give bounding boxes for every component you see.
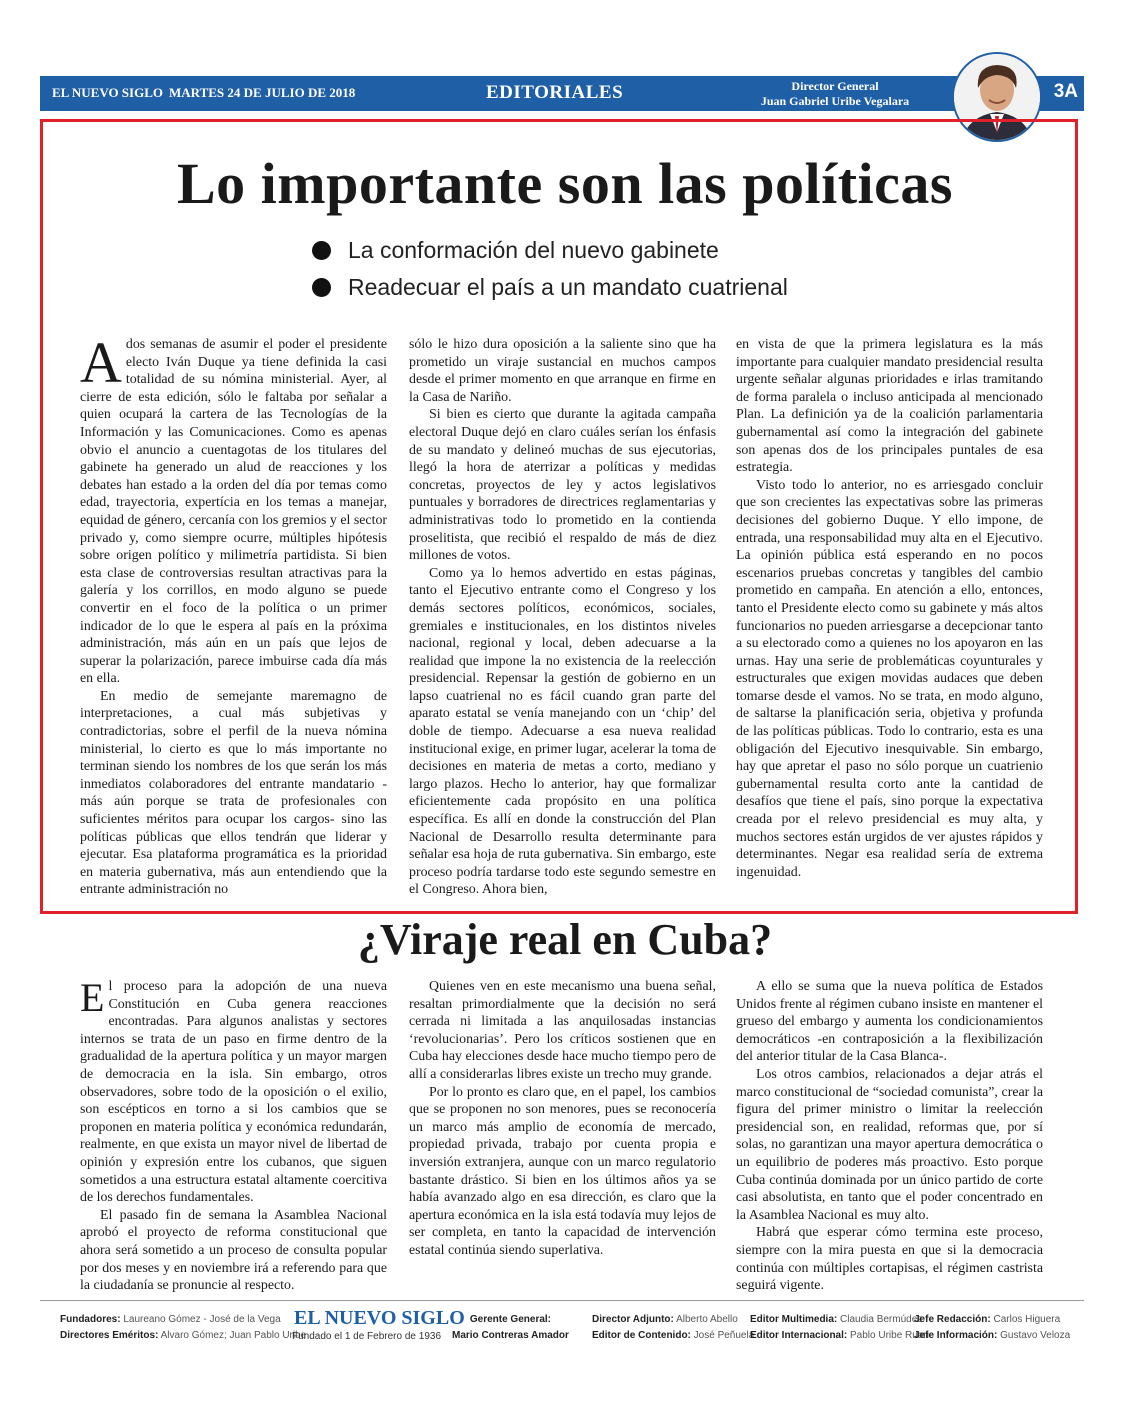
paragraph: El proceso para la adopción de una nueva Constitución en Cuba genera reacciones encontradas. Para algunos analistas y sectores internos se trata de un paso en firme dentro de la gradualidad de la apertura política y un mayor margen de democracia en la isla. Sin embargo, otros observadores, sobre todo de la oposición o el exilio, son escépticos en torno a si los cambios que se proponen en materia política y económica redundarán, realmente, en que exista un mayor nivel de libertad de opinión y expresión entre los cubanos, que siguen sometidos a una estructura estatal altamente coercitiva de los derechos fundamentales. (80, 975, 387, 1206)
article1-column-3 (736, 336, 1043, 881)
paragraph: El pasado fin de semana la Asamblea Nacional aprobó el proyecto de reforma constitucional que ahora será sometido a un proceso de consulta popular por dos meses y en noviembre irá a referendo para que la ciudadanía se pronuncie al respecto. (80, 1207, 387, 1294)
masthead-logo: EL NUEVO SIGLO (294, 1307, 465, 1329)
summary-text: La conformación del nuevo gabinete (348, 237, 719, 263)
paragraph: sólo le hizo dura oposición a la saliente sino que ha prometido un viraje sustancial en muchos campos desde el primer momento en que arranque en firme en la Casa de Nariño. (409, 337, 716, 405)
paragraph: A ello se suma que la nueva política de Estados Unidos frente al régimen cubano insiste en mantener el grueso del embargo y aumenta los condicionamientos democráticos -en contraposición a la flexibilización del anterior titular de la Casa Blanca-. (736, 979, 1043, 1065)
paragraph: Visto todo lo anterior, no es arriesgado concluir que son crecientes las expectativas sobre las primeras decisiones del gobierno Duque. Y ello impone, de entrada, una responsabilidad muy alta en el Ejecutivo. La opinión pública está esperando en no pocos escenarios pruebas concretas y tangibles del cambio prometido en campaña. En atención a ello, entonces, tanto el Presidente electo como su gabinete y más altos funcionarios no pueden arriesgarse a decepcionar tanto a su electorado como a quienes no los apoyaron en las urnas. Hay una serie de problemáticas coyunturales y estructurales que exigen movidas audaces que deben tomarse desde el vamos. No se trata, en modo alguno, de saltarse la planificación seria, objetiva y profunda de las políticas públicas. Todo lo contrario, esta es una obligación del Ejecutivo inesquivable. Sin embargo, hay que apretar el paso no sólo porque un cuatrienio gubernamental resulta corto ante la cantidad de desafíos que tiene el país, sino porque la expectativa creada por el relevo presidencial es muy alta, y muchos sectores están urgidos de ver ajustes rápidos y determinantes. Negar esa realidad sería de extrema ingenuidad. (736, 477, 1043, 880)
drop-cap: A (80, 330, 122, 395)
director-title: Director General (791, 79, 879, 93)
article2-column-3 (736, 978, 1043, 1295)
summary-item (312, 269, 788, 306)
footer-editors-3: Jefe Redacción: Carlos Higuera Jefe Información: Gustavo Veloza (914, 1314, 1071, 1341)
article1-column-2 (409, 336, 716, 899)
article2-column-2 (409, 978, 716, 1260)
header-paper-date (52, 85, 361, 101)
paragraph: En medio de semejante maremagno de interpretaciones, a cual más subjetivas y contradictorias, sobre el perfil de la nueva nómina ministerial, lo cierto es que lo más importante no terminan siendo los nombres de los que serán los más inmediatos colaboradores del entrante mandatario -más aún porque se trata de profesionales con suficientes méritos para ocupar los cargos- sino las políticas públicas que ellos tendrán que liderar y ejecutar. Esa plataforma programática es la prioridad en materia gubernativa, más aun entendiendo que la entrante administración no (80, 688, 387, 898)
director-name: Juan Gabriel Uribe Vegalara (760, 94, 910, 108)
edition-date: MARTES 24 DE JULIO DE 2018 (169, 85, 356, 100)
summary-item (312, 232, 788, 269)
director-credit (740, 79, 930, 109)
paragraph: Quienes ven en este mecanismo una buena señal, resaltan primordialmente que la decisión no será cerrada ni limitada a las anquilosadas instancias ‘revolucionarias’. Pero los críticos sostienen que en Cuba hay elecciones desde hace mucho tiempo pero de allí a considerarlas libres existe un trecho muy grande. (409, 979, 716, 1082)
main-editorial-headline: Lo importante son las políticas (177, 151, 953, 216)
footer-editors-1: Director Adjunto: Alberto Abello Editor de Contenido: José Peñuela (592, 1314, 755, 1341)
paragraph: Por lo pronto es claro que, en el papel, los cambios que se proponen no son menores, pues se reconocería un marco más amplio de economía de mercado, propiedad privada, trabajo por cuenta propia e inversión extranjera, aunque con un marco regulatorio bastante drástico. Si bien en los últimos años ya se había avanzado algo en esa dirección, es claro que la apertura económica en la isla está todavía muy lejos de ser completa, en tanto la capacidad de intervención estatal continúa siendo superlativa. (409, 1084, 716, 1258)
page-number: 3A (1053, 81, 1078, 102)
paragraph: A dos semanas de asumir el poder el presidente electo Iván Duque ya tiene definida la casi totalidad de su nómina ministerial. Ayer, al cierre de esta edición, sólo le faltaba por señalar a quien ocupará la cartera de las Tecnologías de la Información y las Comunicaciones. Como es apenas obvio el anuncio a cuentagotas de los titulares del gabinete ha generado un alud de reacciones y los debates han estado a la orden del día por temas como edad, trayectoria, expertícia en los temas a manejar, equidad de género, cercanía con los gremios y el sector privado y, como siempre ocurre, múltiples hipótesis sobre origen político y milimetría partidista. Si bien esta clase de controversias resultan atractivas para la galería y los corrillos, en modo alguno se puede convertir en el foco de la política o un primer indicador de lo que le espera al país en la próxima administración, más aún en un país que lejos de superar la polarización, parece imbuirse cada día más en ella. (80, 330, 388, 687)
article2-column-1 (80, 975, 387, 1295)
footer-gerente: Gerente General: Mario Contreras Amador (452, 1314, 569, 1341)
bullet-icon (312, 278, 331, 297)
drop-cap: E (80, 975, 105, 1020)
paragraph: Como ya lo hemos advertido en estas páginas, tanto el Ejecutivo entrante como el Congreso y los demás sectores políticos, económicos, sociales, gremiales e institucionales, en los distintos niveles nacional, regional y local, deben adecuarse a la realidad que impone la no existencia de la reelección presidencial. Repensar la gestión de gobierno en un lapso cuatrienal no es fácil cuando gran parte del aparato estatal se venía manejando con un ‘chip’ del doble de tiempo. Adecuarse a esa nueva realidad institucional exige, en primer lugar, acelerar la toma de decisiones en materia de metas a corto, mediano y largo plazos. Hecho lo anterior, hay que formalizar eficientemente cada propósito en una política específica. Es allí en donde la construcción del Plan Nacional de Desarrollo resulta determinante para señalar esa hoja de ruta gubernativa. Sin embargo, este proceso podría tardarse todo este segundo semestre en el Congreso. Ahora bien, (409, 565, 716, 898)
bullet-icon (312, 241, 331, 260)
summary-text: Readecuar el país a un mandato cuatrienal (348, 274, 788, 300)
main-editorial-summary (312, 232, 788, 306)
second-editorial-headline: ¿Viraje real en Cuba? (357, 915, 773, 964)
paragraph: Los otros cambios, relacionados a dejar atrás el marco constitucional de “sociedad comunista”, crear la figura del primer ministro o limitar la reelección presidencial son, en realidad, reformas que, por sí solas, no garantizan una mayor apertura democrática o un equilibrio de poderes más proactivo. Esto porque Cuba continúa dominada por un único partido de corte casi absolutista, en tanto que el poder concentrado en la Asamblea Nacional es muy alto. (736, 1066, 1043, 1223)
footer-divider (40, 1300, 1084, 1301)
section-title: EDITORIALES (486, 82, 624, 103)
paragraph: en vista de que la primera legislatura es la más importante para cualquier mandato presidencial resulta urgente señalar algunas prioridades e irlas tramitando de forma paralela o incluso anticipada al mencionado Plan. La definición ya de la coalición parlamentaria gubernamental así como la integración del gabinete son apenas dos de los principales puntales de esa estrategia. (736, 337, 1043, 476)
paragraph: Habrá que esperar cómo termina este proceso, siempre con la mira puesta en que si la democracia continúa con múltiples cortapisas, el régimen castrista seguirá vigente. (736, 1225, 1043, 1294)
article1-column-1 (80, 330, 388, 899)
paper-name: EL NUEVO SIGLO (52, 85, 163, 100)
footer-editors-2: Editor Multimedia: Claudia Bermúdez Editor Internacional: Pablo Uribe Ruan (750, 1314, 929, 1341)
section-header-bar (40, 76, 1084, 111)
paragraph: Si bien es cierto que durante la agitada campaña electoral Duque dejó en claro cuáles serían los énfasis de su mandato y delineó muchas de sus ejecutorias, llegó la hora de aterrizar a políticas y medidas concretas, proyectos de ley y actos legislativos puntuales y borradores de directrices reglamentarias y administrativas todo lo prometido en la contienda proselitista, que recibió el respaldo de más de diez millones de votos. (409, 407, 716, 564)
footer-founders: Fundadores: Laureano Gómez - José de la Vega Directores Eméritos: Alvaro Gómez; Juan Pablo Uribe (60, 1314, 307, 1341)
founded-date: Fundado el 1 de Febrero de 1936 (292, 1331, 441, 1342)
